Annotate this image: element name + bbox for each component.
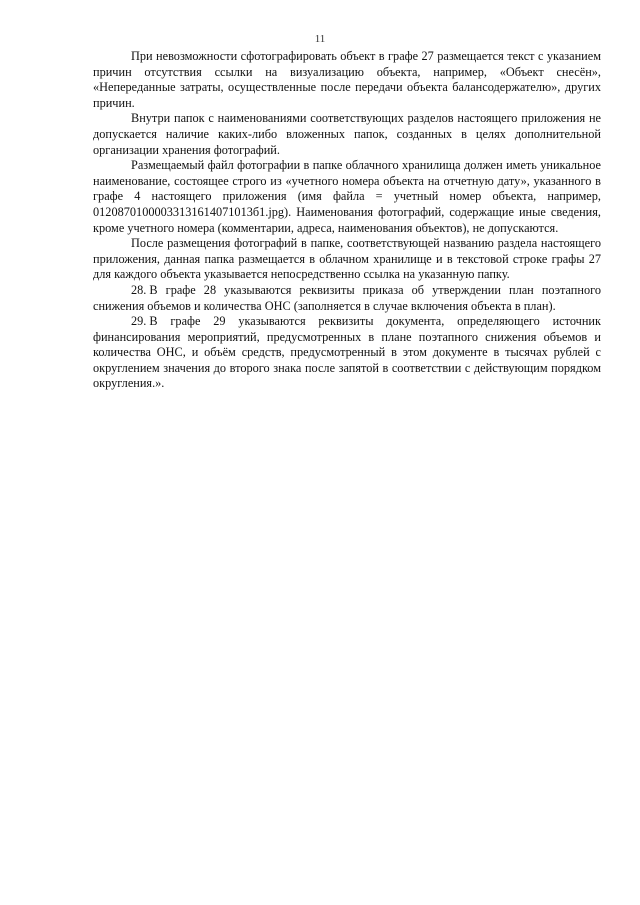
paragraph-column-28 [93, 283, 601, 314]
paragraph-number: 29. [131, 314, 147, 329]
paragraph-text: В графе 28 указываются реквизиты приказа об утверждении план поэтапного снижения объемов и количества ОНС (заполняется в случае включения объекта в план). [93, 282, 601, 313]
paragraph-folder-link: После размещения фотографий в папке, соответствующей названию раздела настоящего приложения, данная папка размещается в облачном хранилище и в текстовой строке графы 27 для каждого объекта указывается непосредственно ссылка на указанную папку. [93, 236, 601, 282]
page-number: 11 [314, 33, 326, 45]
document-body [93, 49, 601, 392]
paragraph-number: 28. [131, 282, 147, 297]
paragraph-text: В графе 29 указываются реквизиты документа, определяющего источник финансирования мероприятий, предусмотренных в плане поэтапного снижения объемов и количества ОНС, и объём средств, предусмотренный в этом документе в тысячах рублей с округлением значения до второго знака после запятой в соответствии с действующим порядком округления.». [93, 314, 601, 391]
paragraph-file-naming: Размещаемый файл фотографии в папке облачного хранилища должен иметь уникальное наименование, состоящее строго из «учетного номера объекта на отчетную дату», указанного в графе 4 настоящего приложения (имя файла = учетный номер объекта, например, 01208701000033131614071013б1.jpg). Наименования фотографий, содержащие иные сведения, кроме учетного номера (комментарии, адреса, наименования объектов), не допускаются. [93, 158, 601, 235]
paragraph-nested-folders: Внутри папок с наименованиями соответствующих разделов настоящего приложения не допускается наличие каких-либо вложенных папок, созданных в целях дополнительной организации хранения фотографий. [93, 111, 601, 157]
paragraph-column-29 [93, 314, 601, 392]
paragraph-photo-absence: При невозможности сфотографировать объект в графе 27 размещается текст с указанием причин отсутствия ссылки на визуализацию объекта, например, «Объект снесён», «Непереданные затраты, осуществленные после передачи объекта балансодержателю», других причин. [93, 49, 601, 110]
